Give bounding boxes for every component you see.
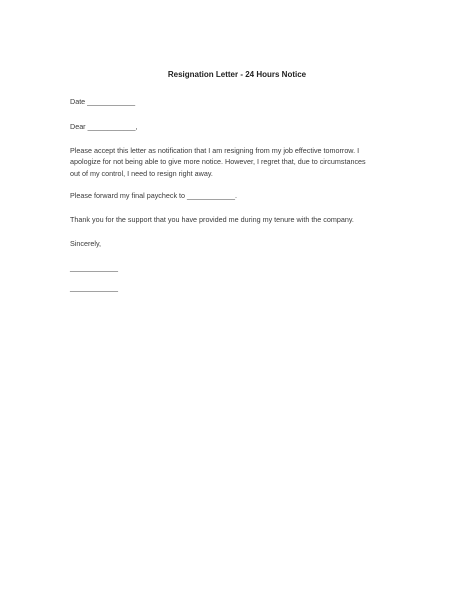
letter-title: Resignation Letter - 24 Hours Notice xyxy=(167,70,307,79)
paragraph-paycheck: Please forward my final paycheck to ____________. xyxy=(70,191,238,200)
date-line: Date ____________ xyxy=(70,97,136,106)
paragraph-notice-line: out of my control, I need to resign right away. xyxy=(70,168,213,178)
name-line: ____________ xyxy=(70,283,118,292)
paragraph-notice xyxy=(70,145,420,179)
closing: Sincerely, xyxy=(70,239,102,248)
paragraph-notice-line: Please accept this letter as notification that I am resigning from my job effective tomorrow. I xyxy=(70,146,360,155)
paragraph-notice-line: apologize for not being able to give more notice. However, I regret that, due to circumstances xyxy=(70,157,366,167)
paragraph-thanks: Thank you for the support that you have provided me during my tenure with the company. xyxy=(70,215,354,224)
signature-line: ____________ xyxy=(70,263,118,272)
salutation-line: Dear ____________, xyxy=(70,122,138,131)
